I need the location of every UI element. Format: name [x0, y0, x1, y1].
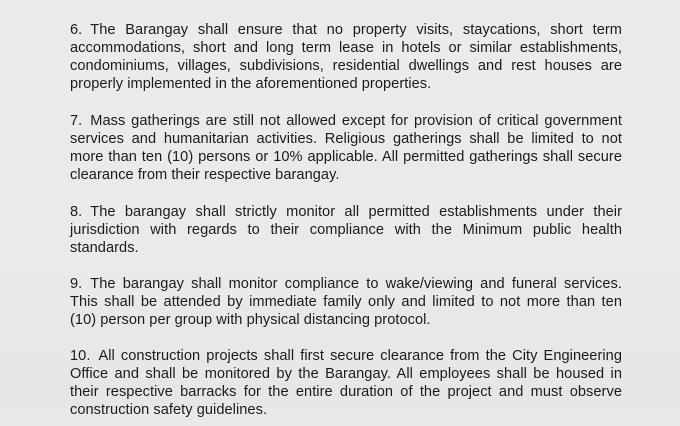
list-item-6 [70, 21, 622, 93]
item-10-line-1: 10. All construction projects shall first secure clearance from the City Engineering [70, 348, 622, 364]
item-7-line-2: services and humanitarian activities. Religious gatherings shall be limited to not [70, 131, 622, 147]
numbered-list [70, 21, 622, 426]
item-number: 8. [70, 204, 83, 220]
item-6-line-2: accommodations, short and long term lease in hotels or similar establishments, [70, 40, 622, 56]
item-9-line-2: This shall be attended by immediate family only and limited to not more than ten [70, 294, 622, 310]
item-8-line-2: jurisdiction with regards to their compliance with the Minimum public health [70, 222, 622, 238]
item-6-line-3: condominiums, villages, subdivisions, residential dwellings and rest houses are [70, 58, 622, 74]
item-10-line-3: their respective barracks for the entire duration of the project and must observe [70, 384, 622, 400]
item-8-line-3: standards. [70, 240, 139, 256]
item-number: 7. [70, 113, 83, 129]
item-9-line-1: 9. The barangay shall monitor compliance to wake/viewing and funeral services. [70, 276, 622, 292]
item-7-line-4: clearance from their respective barangay. [70, 167, 340, 183]
item-number: 6. [70, 22, 83, 38]
item-8-line-1: 8. The barangay shall strictly monitor all permitted establishments under their [70, 204, 622, 220]
list-item-8 [70, 203, 622, 257]
item-10-line-2: Office and shall be monitored by the Barangay. All employees shall be housed in [70, 366, 622, 382]
list-item-9 [70, 275, 622, 329]
item-7-line-1: 7. Mass gatherings are still not allowed except for provision of critical government [70, 113, 622, 129]
item-10-line-4: construction safety guidelines. [70, 402, 268, 418]
item-9-line-3: (10) person per group with physical distancing protocol. [70, 312, 431, 328]
list-item-7 [70, 112, 622, 184]
item-number: 9. [70, 276, 83, 292]
item-7-line-3: more than ten (10) persons or 10% applicable. All permitted gatherings shall secure [70, 149, 622, 165]
item-6-line-4: properly implemented in the aforementioned properties. [70, 76, 432, 92]
item-number: 10. [70, 348, 91, 364]
item-6-line-1: 6. The Barangay shall ensure that no property visits, staycations, short term [70, 22, 622, 38]
list-item-10 [70, 347, 622, 418]
